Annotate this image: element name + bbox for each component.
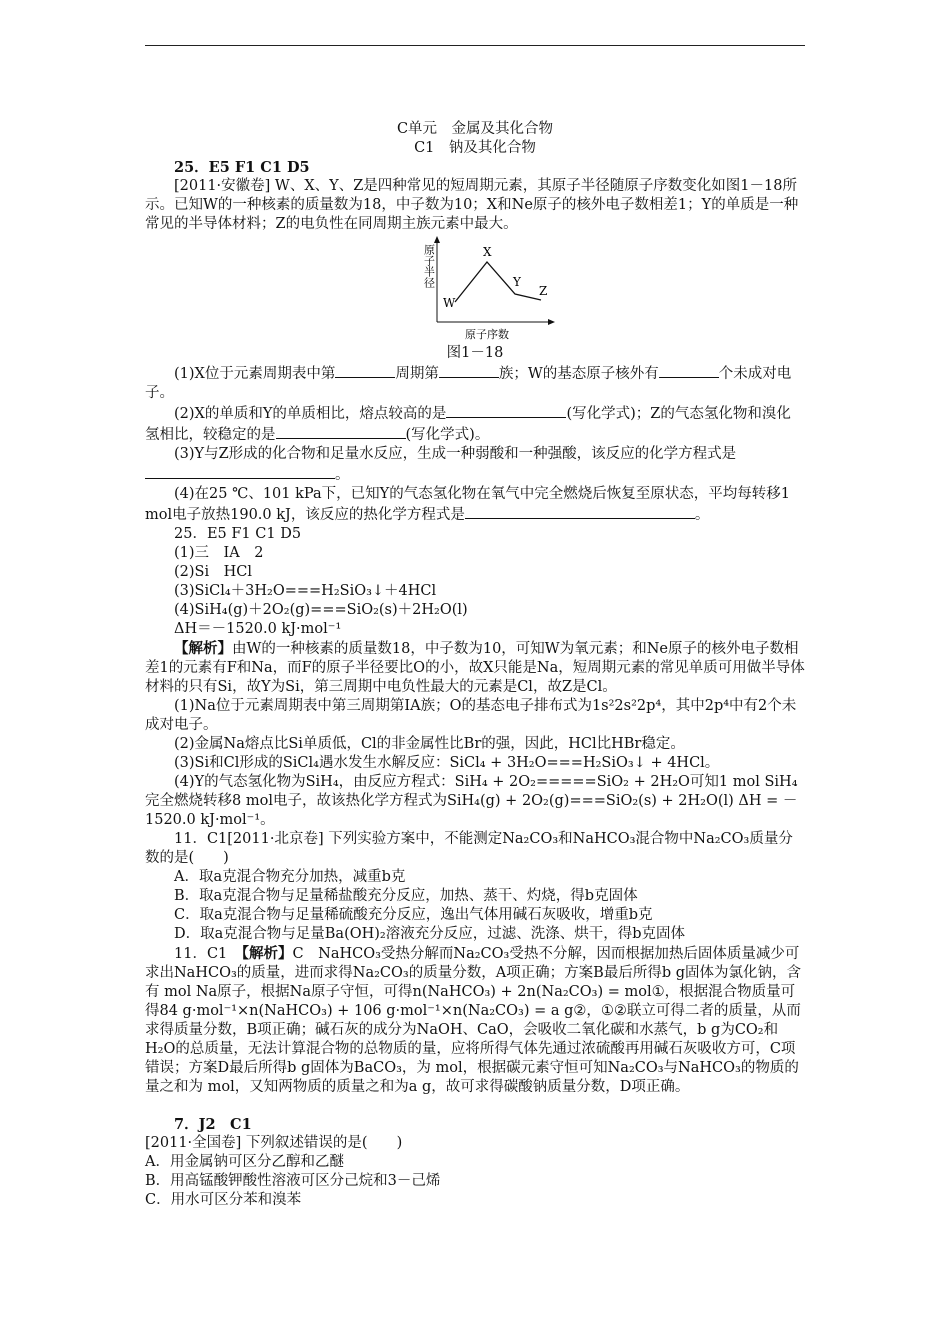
a25-ans1: (1)三 ⅠA 2 — [174, 545, 264, 561]
a25-analysis-2: (2)金属Na熔点比Si单质低，Cl的非金属性比Br的强，因此，HCl比HBr稳定。 — [174, 736, 685, 752]
a25-analysis-3: (3)Si和Cl形成的SiCl₄遇水发生水解反应：SiCl₄ + 3H₂O===H₂SiO₃↓ + 4HCl。 — [174, 755, 720, 771]
q11-option-a: A．取a克混合物充分加热，减重b克 — [174, 869, 406, 885]
label-x: X — [483, 245, 492, 259]
label-w: W — [443, 296, 456, 310]
x-axis-label: 原子序数 — [465, 328, 509, 341]
header-rule — [145, 45, 805, 46]
q11-option-d: D．取a克混合物与足量Ba(OH)₂溶液充分反应，过滤、洗涤、烘干，得b克固体 — [174, 926, 686, 942]
x-axis-arrow — [548, 319, 555, 325]
document-body — [145, 120, 805, 1210]
y-axis-label: 原子半径 — [422, 244, 436, 288]
a25-ans4: (4)SiH₄(g)＋2O₂(g)===SiO₂(s)＋2H₂O(l) — [174, 602, 468, 618]
q25-tag: 25．E5 F1 C1 D5 — [174, 159, 310, 176]
section-title: C1 钠及其化合物 — [414, 140, 536, 156]
a25-ans3: (3)SiCl₄＋3H₂O===H₂SiO₃↓＋4HCl — [174, 583, 437, 599]
q25-part2: (2)X的单质和Y的单质相比，熔点较高的是 (写化学式)；Z的气态氢化物和溴化氢相比，较稳定的是 (写化学式)。 — [145, 403, 805, 445]
a25-analysis: 【解析】由W的一种核素的质量数18，中子数为10，可知W为氧元素；和Ne原子的核外电子数相差1的元素有F和Na，而F的原子半径要比O的小，故X只能是Na，短周期元素的常见单质可用做半导体材料的只有Si，故Y为Si，第三周期中电负性最大的元素是Cl，故Z是Cl。 — [145, 640, 805, 695]
q7-option-b: B．用高锰酸钾酸性溶液可区分己烷和3－己烯 — [145, 1173, 441, 1189]
y-axis-arrow — [434, 236, 440, 243]
q25-part3: (3)Y与Z形成的化合物和足量水反应，生成一种弱酸和一种强酸，该反应的化学方程式是。 — [145, 445, 805, 485]
a25-analysis-1: (1)Na位于元素周期表中第三周期第IA族；O的基态电子排布式为1s²2s²2p⁴，其中2p⁴中有2个未成对电子。 — [145, 698, 797, 733]
figure-caption: 图1－18 — [446, 345, 504, 361]
q7-stem: [2011·全国卷] 下列叙述错误的是( ) — [145, 1135, 403, 1151]
a11-analysis: 11．C1 【解析】C NaHCO₃受热分解而Na₂CO₃受热不分解，因而根据加热后固体质量减少可求出NaHCO₃的质量，进而求得Na₂CO₃的质量分数，A项正确；方案B最后所得b g固体为氯化钠，含有 mol Na原子，根据Na原子守恒，可得n(NaHCO₃) + 2n(Na₂CO₃) = mol①，根据混合物质量可得84 g·mol⁻¹×n(NaHCO₃) + 106 g·mol⁻¹×n(Na₂CO₃) = a g②，①②联立可得二者的质量，从而求得质量分数，B项正确；碱石灰的成分为NaOH、CaO，会吸收二氧化碳和水蒸气，b g为CO₂和H₂O的总质量，无法计算混合物的总物质的量，应将所得气体先通过浓硫酸再用碱石灰吸收方可，C项错误；方案D最后所得b g固体为BaCO₃，为 mol，根据碳元素守恒可知Na₂CO₃与NaHCO₃的物质的量之和为 mol，又知两物质的质量之和为a g，故可求得碳酸钠质量分数，D项正确。 — [145, 945, 802, 1095]
label-y: Y — [513, 275, 521, 289]
label-z: Z — [539, 284, 548, 298]
q25-part4: (4)在25 ℃、101 kPa下，已知Y的气态氢化物在氧气中完全燃烧后恢复至原状态，平均每转移1 mol电子放热190.0 kJ，该反应的热化学方程式是 。 — [145, 486, 790, 523]
q11-stem: 11．C1[2011·北京卷] 下列实验方案中，不能测定Na₂CO₃和NaHCO₃混合物中Na₂CO₃质量分数的是( ) — [145, 831, 793, 866]
q7-option-a: A．用金属钠可区分乙醇和乙醚 — [145, 1154, 344, 1170]
a25-analysis-4: (4)Y的气态氢化物为SiH₄，由反应方程式：SiH₄ + 2O₂=====SiO₂ + 2H₂O可知1 mol SiH₄完全燃烧转移8 mol电子，故该热化学方程式为SiH₄(g) + 2O₂(g)===SiO₂(s) + 2H₂O(l) ΔH = －1520.0 kJ·mol⁻¹。 — [145, 774, 798, 828]
q25-part1: (1)X位于元素周期表中第 周期第 族；W的基态原子核外有 个未成对电子。 — [145, 363, 805, 403]
radius-figure — [145, 234, 805, 344]
q25-stem: [2011·安徽卷] W、X、Y、Z是四种常见的短周期元素，其原子半径随原子序数变化如图1－18所示。已知W的一种核素的质量数为18，中子数为10；X和Ne原子的核外电子数相差1；Y的单质是一种常见的半导体材料；Z的电负性在同周期主族元素中最大。 — [145, 178, 799, 232]
a25-tag: 25．E5 F1 C1 D5 — [174, 526, 302, 542]
q11-option-c: C．取a克混合物与足量稀硫酸充分反应，逸出气体用碱石灰吸收，增重b克 — [174, 907, 653, 923]
q11-option-b: B．取a克混合物与足量稀盐酸充分反应，加热、蒸干、灼烧，得b克固体 — [174, 888, 638, 904]
radius-chart — [415, 234, 555, 344]
a25-ans2: (2)Si HCl — [174, 564, 252, 580]
unit-title: C单元 金属及其化合物 — [396, 121, 554, 137]
radius-curve — [455, 262, 541, 302]
q7-tag: 7．J2 C1 — [174, 1116, 252, 1133]
q7-option-c: C．用水可区分苯和溴苯 — [145, 1192, 302, 1208]
a25-ans4-dh: ΔH＝－1520.0 kJ·mol⁻¹ — [174, 621, 342, 637]
